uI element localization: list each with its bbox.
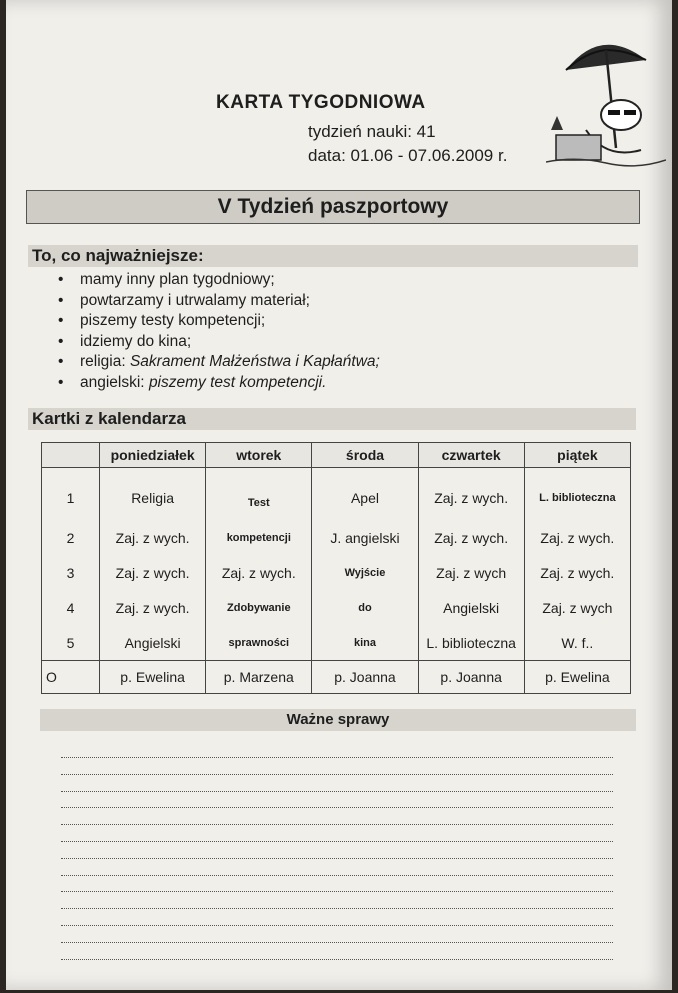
day-header: poniedziałek xyxy=(100,443,206,468)
list-item: • mamy inny plan tygodniowy; xyxy=(56,270,380,291)
teachers-row xyxy=(42,661,631,694)
lesson-cell: Angielski xyxy=(418,590,524,625)
lesson-cell: Zaj. z wych xyxy=(418,555,524,590)
lesson-cell: Zdobywanie xyxy=(206,590,312,625)
english-topic: piszemy test kompetencji. xyxy=(148,373,327,391)
lesson-cell: Zaj. z wych. xyxy=(206,555,312,590)
teacher-cell: p. Joanna xyxy=(418,661,524,694)
table-row xyxy=(42,468,631,521)
note-line xyxy=(61,925,613,926)
list-item: • powtarzamy i utrwalamy materiał; xyxy=(56,291,380,312)
lesson-cell: Wyjście xyxy=(312,555,418,590)
lesson-cell: J. angielski xyxy=(312,520,418,555)
teacher-cell: p. Ewelina xyxy=(100,661,206,694)
note-line xyxy=(61,824,613,825)
lesson-cell: W. f.. xyxy=(524,625,630,661)
teacher-cell: p. Ewelina xyxy=(524,661,630,694)
lesson-number: 5 xyxy=(42,625,100,661)
list-item xyxy=(56,373,380,394)
religion-label: religia: xyxy=(80,353,130,370)
table-row xyxy=(42,555,631,590)
day-header: piątek xyxy=(524,443,630,468)
note-line xyxy=(61,891,613,892)
lesson-cell: kina xyxy=(312,625,418,661)
note-line xyxy=(61,757,613,758)
day-header: czwartek xyxy=(418,443,524,468)
note-line xyxy=(61,942,613,943)
week-number: tydzień nauki: 41 xyxy=(308,122,436,141)
lesson-cell: kompetencji xyxy=(206,520,312,555)
week-theme-banner: V Tydzień paszportowy xyxy=(26,190,640,224)
list-item xyxy=(56,352,380,373)
lesson-number: 4 xyxy=(42,590,100,625)
note-line xyxy=(61,959,613,960)
note-line xyxy=(61,791,613,792)
calendar-heading: Kartki z kalendarza xyxy=(28,408,636,430)
lesson-cell: L. biblioteczna xyxy=(418,625,524,661)
teachers-label: O xyxy=(42,661,100,694)
table-row xyxy=(42,520,631,555)
note-line xyxy=(61,774,613,775)
lesson-cell: L. biblioteczna xyxy=(524,468,630,521)
lesson-number: 2 xyxy=(42,520,100,555)
list-item: • idziemy do kina; xyxy=(56,332,380,353)
teacher-cell: p. Joanna xyxy=(312,661,418,694)
lesson-number: 3 xyxy=(42,555,100,590)
english-label: angielski: xyxy=(80,373,149,391)
day-header: środa xyxy=(312,443,418,468)
note-line xyxy=(61,908,613,909)
lesson-cell: Zaj. z wych. xyxy=(418,520,524,555)
teacher-cell: p. Marzena xyxy=(206,661,312,694)
note-line xyxy=(61,807,613,808)
lesson-cell: Test xyxy=(206,468,312,521)
lesson-cell: Zaj. z wych xyxy=(524,590,630,625)
lesson-cell: Zaj. z wych. xyxy=(100,555,206,590)
lesson-cell: do xyxy=(312,590,418,625)
page-title: KARTA TYGODNIOWA xyxy=(216,92,426,113)
lesson-cell: Zaj. z wych. xyxy=(100,520,206,555)
note-line xyxy=(61,858,613,859)
lesson-cell: sprawności xyxy=(206,625,312,661)
lesson-cell: Zaj. z wych. xyxy=(524,555,630,590)
table-row xyxy=(42,590,631,625)
corner-cell xyxy=(42,443,100,468)
note-line xyxy=(61,841,613,842)
lesson-cell: Zaj. z wych. xyxy=(100,590,206,625)
day-header: wtorek xyxy=(206,443,312,468)
religion-topic: Sakrament Małżeństwa i Kapłańtwa; xyxy=(129,353,380,370)
lesson-cell: Zaj. z wych. xyxy=(524,520,630,555)
important-heading: To, co najważniejsze: xyxy=(28,245,638,267)
table-header-row xyxy=(42,443,631,468)
table-row xyxy=(42,625,631,661)
note-line xyxy=(61,875,613,876)
lesson-cell: Angielski xyxy=(100,625,206,661)
important-list xyxy=(56,270,380,393)
schedule-table xyxy=(41,442,631,694)
document-page xyxy=(6,0,672,990)
lesson-cell: Zaj. z wych. xyxy=(418,468,524,521)
lesson-cell: Apel xyxy=(312,468,418,521)
lesson-cell: Religia xyxy=(100,468,206,521)
notes-heading: Ważne sprawy xyxy=(40,709,636,731)
lesson-number: 1 xyxy=(42,468,100,521)
date-range: data: 01.06 - 07.06.2009 r. xyxy=(308,146,508,165)
list-item: • piszemy testy kompetencji; xyxy=(56,311,380,332)
beach-umbrella-character-icon xyxy=(546,30,666,170)
